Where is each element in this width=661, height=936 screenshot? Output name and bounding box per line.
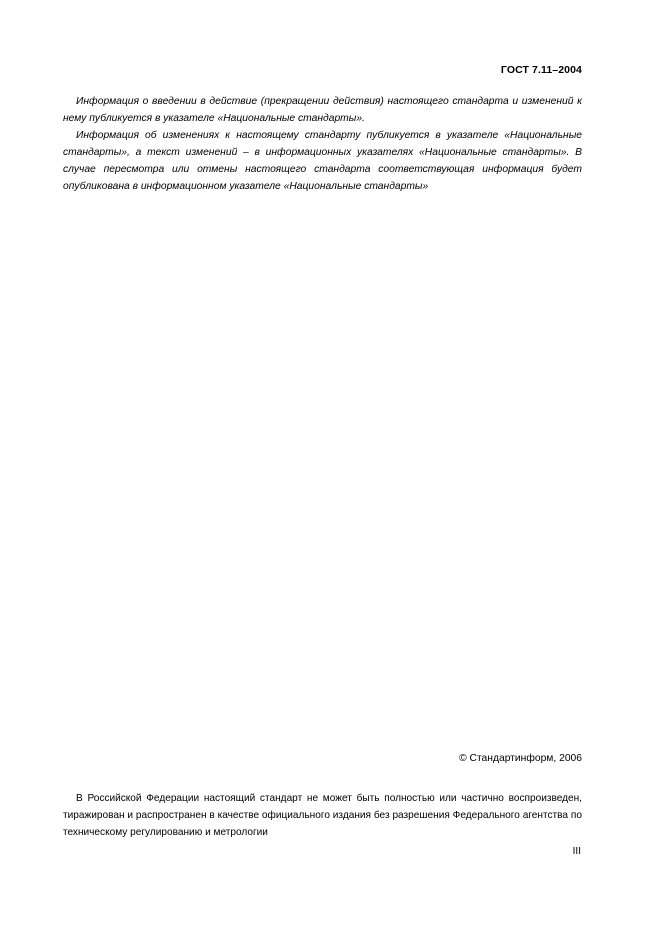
document-code-header: ГОСТ 7.11–2004 xyxy=(500,64,582,76)
notice-paragraph-changes: Информация об изменениях к настоящему стандарту публикуется в указателе «Национальные стандарты», а текст изменений – в информационных указателях «Национальные стандарты». В случае пересмотра или отмены настоящего стандарта соответствующая информация будет опубликована в информационном указателе «Национальные стандарты» xyxy=(63,130,582,192)
reproduction-rights-notice: В Российской Федерации настоящий стандарт не может быть полностью или частично воспроизведен, тиражирован и распространен в качестве официального издания без разрешения Федерального агентства по техническому регулированию и метрологии xyxy=(63,793,582,838)
notice-paragraph-introduction: Информация о введении в действие (прекращении действия) настоящего стандарта и изменений к нему публикуется в указателе «Национальные стандарты». xyxy=(63,96,582,124)
page-number: III xyxy=(572,846,581,857)
publication-notice xyxy=(63,93,582,195)
copyright-line: © Стандартинформ, 2006 xyxy=(459,753,582,764)
